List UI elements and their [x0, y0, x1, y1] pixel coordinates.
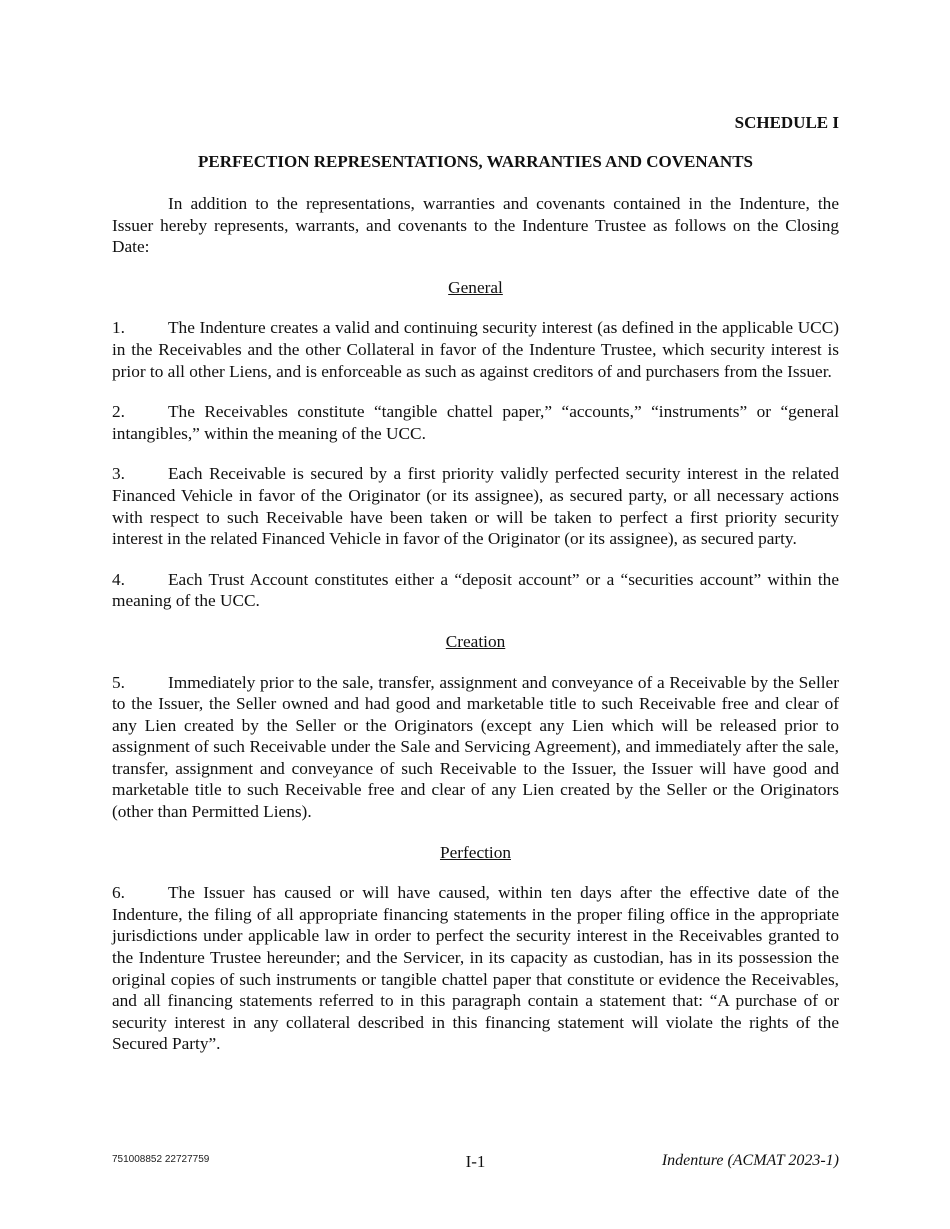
paragraph-6	[112, 882, 839, 1055]
footer-document-id: 751008852 22727759	[112, 1154, 210, 1165]
paragraph-4	[112, 569, 839, 612]
document-page	[112, 0, 839, 1229]
paragraph-text: Immediately prior to the sale, transfer, assignment and conveyance of a Receivable by the Seller to the Issuer, the Seller owned and had good and marketable title to such Receivable free and clear of any Lien created by the Seller or the Originators (except any Lien which will be released prior to assignment of such Receivable under the Sale and Servicing Agreement), and immediately after the sale, transfer, assignment and conveyance of such Receivable to the Issuer, the Issuer will have good and marketable title to such Receivable free and clear of any Lien created by the Seller or the Originators (other than Permitted Liens).	[112, 672, 839, 822]
page-footer	[112, 1152, 839, 1176]
paragraph-text: Each Trust Account constitutes either a “deposit account” or a “securities account” within the meaning of the UCC.	[112, 569, 839, 611]
section-heading-perfection: Perfection	[439, 842, 511, 862]
paragraph-number: 4.	[112, 569, 125, 589]
document-title: PERFECTION REPRESENTATIONS, WARRANTIES AND COVENANTS	[198, 152, 753, 171]
paragraph-2	[112, 401, 839, 444]
intro-paragraph: In addition to the representations, warranties and covenants contained in the Indenture, the Issuer hereby represents, warrants, and covenants to the Indenture Trustee as follows on the Closing Date:	[112, 194, 839, 257]
footer-document-title: Indenture (ACMAT 2023-1)	[661, 1152, 839, 1169]
paragraph-text: The Issuer has caused or will have caused, within ten days after the effective date of the Indenture, the filing of all appropriate financing statements in the proper filing office in the appropriate jurisdictions under applicable law in order to perfect the security interest in the Receivables granted to the Indenture Trustee hereunder; and the Servicer, in its capacity as custodian, has in its possession the original copies of such instruments or tangible chattel paper that constitute or evidence the Receivables, and all financing statements referred to in this paragraph contain a statement that: “A purchase of or security interest in any collateral described in this financing statement will violate the rights of the Secured Party”.	[112, 883, 839, 1054]
paragraph-number: 2.	[112, 402, 125, 422]
document-body	[112, 193, 839, 1074]
paragraph-5	[112, 672, 839, 823]
footer-page-number: I-1	[465, 1152, 486, 1171]
paragraph-number: 6.	[112, 883, 125, 903]
paragraph-number: 1.	[112, 318, 125, 338]
paragraph-number: 5.	[112, 672, 125, 692]
paragraph-text: Each Receivable is secured by a first priority validly perfected security interest in the related Financed Vehicle in favor of the Originator (or its assignee), as secured party, or all necessary actions with respect to such Receivable have been taken or will be taken to perfect a first priority security interest in the related Financed Vehicle in favor of the Originator (or its assignee), as secured party.	[112, 464, 839, 549]
paragraph-text: The Receivables constitute “tangible chattel paper,” “accounts,” “instruments” or “general intangibles,” within the meaning of the UCC.	[112, 402, 839, 443]
section-heading-creation: Creation	[445, 631, 506, 651]
section-heading-general: General	[448, 277, 503, 297]
paragraph-1	[112, 317, 839, 382]
schedule-label: SCHEDULE I	[734, 113, 839, 132]
paragraph-3	[112, 463, 839, 549]
paragraph-text: The Indenture creates a valid and continuing security interest (as defined in the applicable UCC) in the Receivables and the other Collateral in favor of the Indenture Trustee, which security interest is prior to all other Liens, and is enforceable as such as against creditors of and purchasers from the Issuer.	[112, 318, 839, 381]
paragraph-number: 3.	[112, 464, 125, 484]
